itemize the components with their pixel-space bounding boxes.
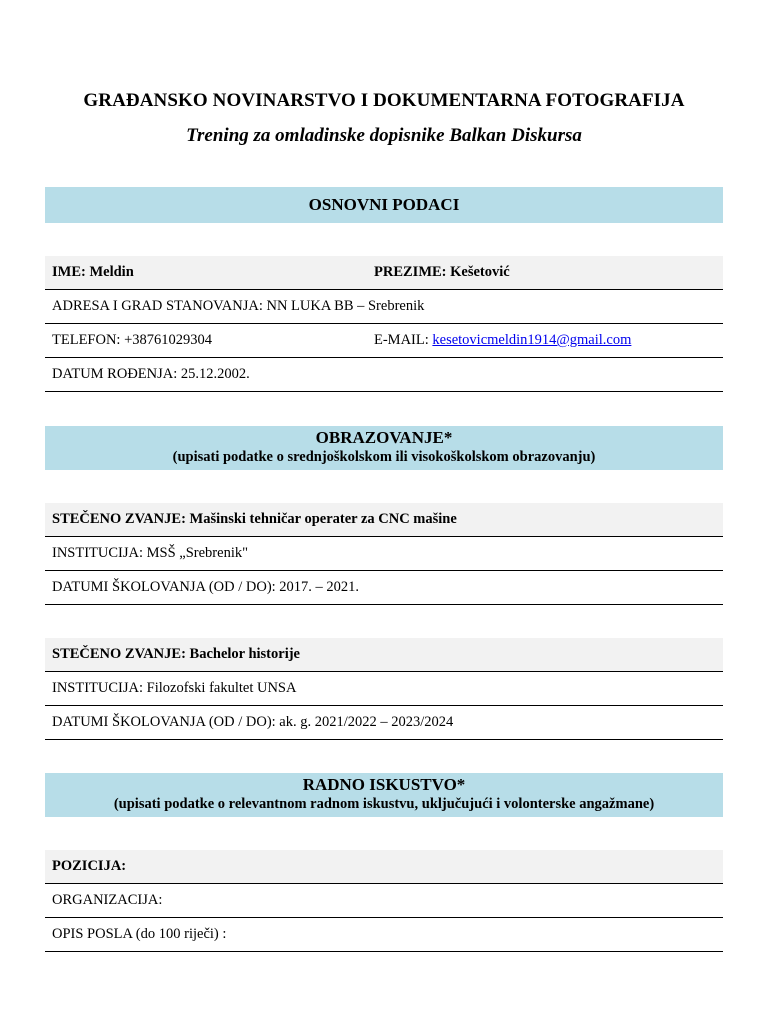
section-education-header [45,426,723,470]
email-field [374,324,631,357]
education-institution-row [45,537,723,571]
section-education-title: OBRAZOVANJE* [315,428,453,447]
education-institution: INSTITUCIJA: Filozofski fakultet UNSA [52,680,297,696]
phone-field: TELEFON: +38761029304 [52,332,213,348]
education-dates: DATUMI ŠKOLOVANJA (OD / DO): 2017. – 2021. [52,579,360,595]
section-basic-header [45,187,723,223]
section-work-title: RADNO ISKUSTVO* [302,775,466,794]
education-title-row [45,503,723,537]
education-dates: DATUMI ŠKOLOVANJA (OD / DO): ak. g. 2021/2022 – 2023/2024 [52,714,454,730]
education-dates-row [45,571,723,605]
work-description-row [45,918,723,952]
education-institution-row [45,672,723,706]
education-institution: INSTITUCIJA: MSŠ „Srebrenik" [52,545,249,561]
section-work-header [45,773,723,817]
address-field: ADRESA I GRAD STANOVANJA: NN LUKA BB – Srebrenik [52,298,425,314]
education-degree: STEČENO ZVANJE: Bachelor historije [52,646,300,662]
address-row [45,290,723,324]
education-dates-row [45,706,723,740]
section-work-note: (upisati podatke o relevantnom radnom iskustvu, uključujući i volonterske angažmane) [113,796,655,812]
work-position-row [45,850,723,884]
contact-row [45,324,723,358]
work-organization-row [45,884,723,918]
document-title: GRAĐANSKO NOVINARSTVO I DOKUMENTARNA FOTOGRAFIJA [83,90,685,111]
birth-date-field: DATUM ROĐENJA: 25.12.2002. [52,366,250,382]
education-title-row [45,638,723,672]
section-basic-title: OSNOVNI PODACI [308,195,460,214]
name-row [45,256,723,290]
email-label: E-MAIL: [374,332,433,348]
document-subtitle: Trening za omladinske dopisnike Balkan Diskursa [186,125,582,146]
work-position: POZICIJA: [52,858,127,874]
birth-date-row [45,358,723,392]
work-description: OPIS POSLA (do 100 riječi) : [52,926,227,942]
section-education-note: (upisati podatke o srednjoškolskom ili visokoškolskom obrazovanju) [172,449,596,465]
email-link[interactable]: kesetovicmeldin1914@gmail.com [432,332,632,348]
education-degree: STEČENO ZVANJE: Mašinski tehničar operater za CNC mašine [52,511,457,527]
last-name-field: PREZIME: Kešetović [374,264,510,280]
work-organization: ORGANIZACIJA: [52,892,163,908]
first-name-field: IME: Meldin [52,264,134,280]
